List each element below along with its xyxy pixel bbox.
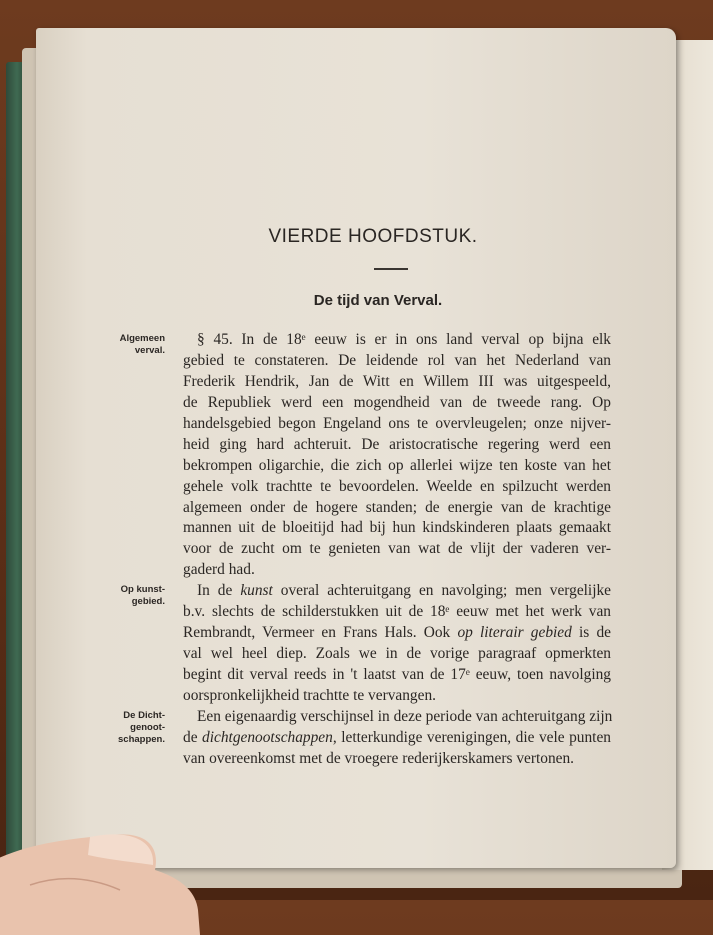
text-run: de	[183, 728, 203, 746]
emphasis: dichtgenootschappen	[202, 728, 333, 746]
chapter-title: VIERDE HOOFDSTUK.	[268, 226, 478, 247]
text-line	[183, 498, 611, 519]
text-run: , letterkundige verenigingen, die vele punten	[332, 728, 611, 746]
section-title: De tijd van Verval.	[313, 292, 443, 309]
text-run: van overeenkomst met de vroegere rederijkerskamers vertonen.	[183, 749, 575, 767]
body-text	[183, 330, 611, 770]
text-run: oorspronkelijkheid trachtte te vervangen.	[183, 686, 436, 704]
text-run: overal achteruitgang en navolging; men vergelijke	[272, 582, 612, 600]
text-line	[183, 351, 611, 372]
margin-note	[121, 584, 165, 608]
text-line	[183, 456, 611, 477]
text-line	[183, 581, 611, 602]
text-run: handelsgebied begon Engeland ons te overvleugelen; onze nijver-	[183, 414, 611, 432]
text-run: § 45. In de 18ᵉ eeuw is er in ons land verval op bijna elk	[197, 331, 611, 348]
text-run: gehele volk trachtte te bevoordelen. Weelde en spilzucht werden	[183, 477, 611, 495]
text-line	[183, 477, 611, 498]
margin-note-line: gebied.	[131, 596, 165, 608]
text-line	[183, 644, 611, 665]
book-page	[36, 28, 676, 868]
text-line	[183, 393, 611, 414]
text-run: begint dit verval reeds in 't laatst van de 17ᵉ eeuw, toen navolging	[183, 666, 611, 683]
text-run: heid ging hard achteruit. De aristocratische regering werd een	[183, 435, 611, 453]
margin-note-line: verval.	[134, 345, 165, 356]
margin-note-line: genoot-	[130, 722, 165, 734]
text-run: algemeen onder de hogere standen; de energie van de krachtige	[183, 498, 611, 516]
text-run: mannen uit de bloeitijd had bij hun kindskinderen plaats gemaakt	[183, 519, 611, 537]
text-line	[183, 518, 611, 539]
text-run: Rembrandt, Vermeer en Frans Hals. Ook	[183, 624, 458, 642]
text-run: Een eigenaardig verschijnsel in deze periode van achteruitgang zijn	[197, 707, 613, 725]
text-run: val wel heel diep. Zoals we in de vorige paragraaf opmerkten	[183, 645, 611, 663]
text-line	[183, 372, 611, 393]
text-run: is de	[571, 624, 611, 642]
text-line	[183, 707, 611, 728]
text-line	[183, 539, 611, 560]
text-line	[183, 665, 611, 686]
title-divider	[374, 268, 408, 270]
emphasis: kunst	[240, 582, 273, 600]
margin-note-line: De Dicht-	[123, 710, 165, 722]
margin-note-line: Algemeen	[119, 333, 165, 344]
margin-note	[120, 333, 165, 357]
text-run: gaderd had.	[183, 561, 255, 579]
thumb	[0, 815, 220, 935]
emphasis: op literair gebied	[457, 624, 572, 642]
text-run: Frederik Hendrik, Jan de Witt en Willem III was uitgespeeld,	[183, 372, 611, 390]
text-run: bekrompen oligarchie, die zich op allerlei wijze ten koste van het	[183, 456, 611, 474]
text-line	[183, 749, 611, 770]
margin-note-line: Op kunst-	[120, 584, 165, 596]
text-line	[183, 435, 611, 456]
text-run: de Republiek werd een mogendheid van de tweede rang. Op	[183, 393, 611, 411]
margin-note-line: schappen.	[118, 734, 165, 746]
text-run: In de	[197, 582, 241, 600]
text-line	[183, 602, 611, 623]
text-run: gebied te constateren. De leidende rol van het Nederland van	[183, 351, 611, 369]
text-line	[183, 728, 611, 749]
text-line	[183, 560, 611, 581]
text-line	[183, 414, 611, 435]
text-line	[183, 623, 611, 644]
margin-note	[118, 710, 165, 746]
text-line	[183, 330, 611, 351]
text-run: voor de zucht om te genieten van wat de vlijt der vaderen ver-	[183, 540, 611, 558]
text-line	[183, 686, 611, 707]
text-run: b.v. slechts de schilderstukken uit de 18ᵉ eeuw met het werk van	[183, 603, 611, 621]
